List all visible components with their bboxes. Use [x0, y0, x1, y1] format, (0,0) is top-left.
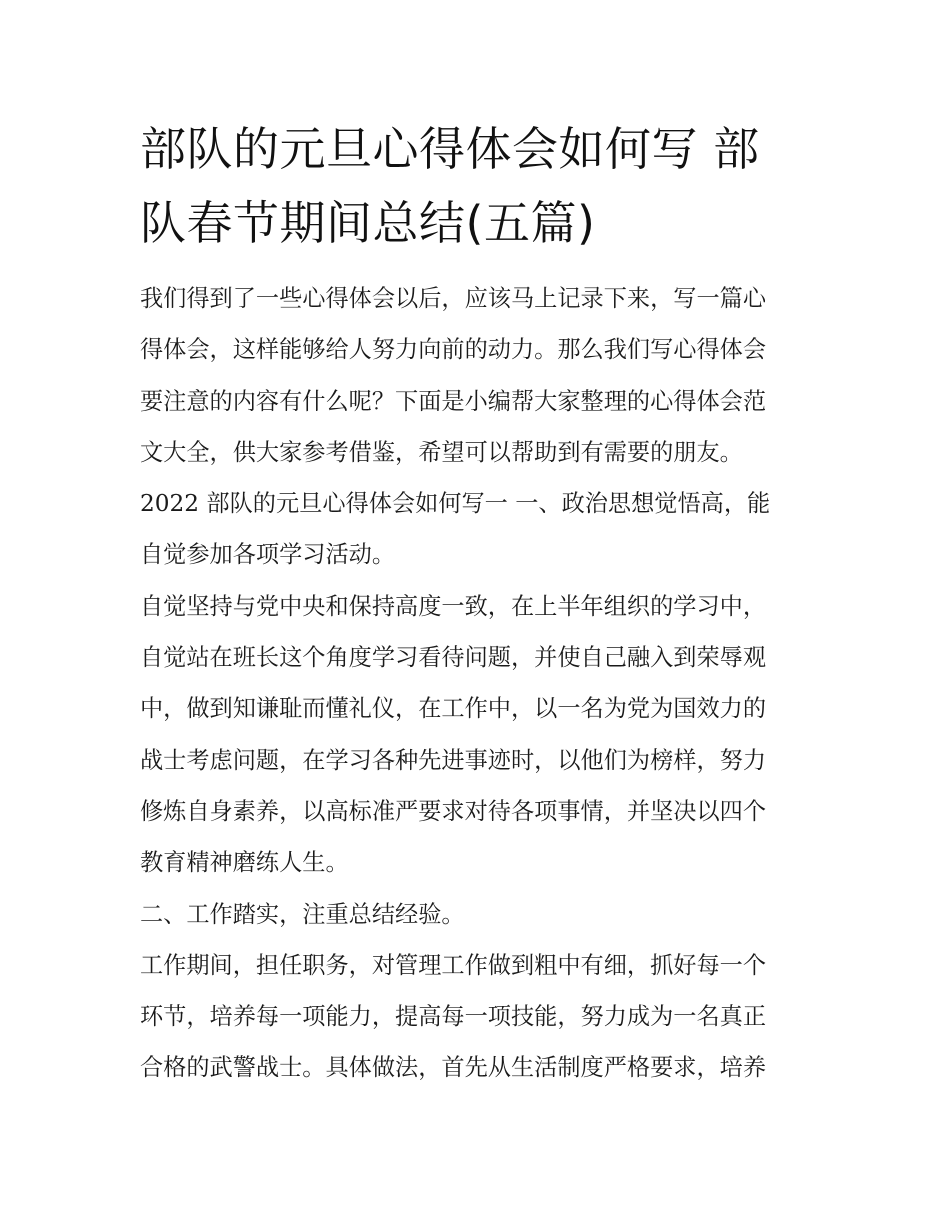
body-line-8: 自觉站在班长这个角度学习看待问题，并使自己融入到荣辱观: [140, 644, 767, 672]
title-line-2: 队春节期间总结(五篇): [140, 196, 596, 250]
document-content: [140, 112, 820, 1094]
body-line-10: 战士考虑问题，在学习各种先进事迹时，以他们为榜样，努力: [140, 746, 767, 774]
body-line-9: 中，做到知谦耻而懂礼仪，在工作中，以一名为党为国效力的: [140, 695, 767, 723]
body-line-4: 文大全，供大家参考借鉴，希望可以帮助到有需要的朋友。: [140, 438, 743, 466]
body-line-2: 得体会，这样能够给人努力向前的动力。那么我们写心得体会: [140, 336, 767, 364]
document-title: [140, 112, 820, 260]
body-line-7: 自觉坚持与党中央和保持高度一致，在上半年组织的学习中，: [140, 592, 767, 620]
body-line-11: 修炼自身素养，以高标准严要求对待各项事情，并坚决以四个: [140, 797, 767, 825]
body-line-16: 合格的武警战士。具体做法，首先从生活制度严格要求，培养: [140, 1054, 767, 1082]
body-line-6: 自觉参加各项学习活动。: [140, 541, 396, 569]
body-line-5: 2022 部队的元旦心得体会如何写一 一、政治思想觉悟高，能: [140, 490, 771, 518]
document-body: [140, 273, 820, 1094]
body-line-15: 环节，培养每一项能力，提高每一项技能，努力成为一名真正: [140, 1003, 767, 1031]
body-line-13: 二、工作踏实，注重总结经验。: [140, 900, 465, 928]
body-line-3: 要注意的内容有什么呢？下面是小编帮大家整理的心得体会范: [140, 387, 767, 415]
title-line-1: 部队的元旦心得体会如何写 部: [140, 122, 760, 176]
body-line-1: 我们得到了一些心得体会以后，应该马上记录下来，写一篇心: [140, 285, 767, 312]
body-line-14: 工作期间，担任职务，对管理工作做到粗中有细，抓好每一个: [140, 951, 767, 979]
body-line-12: 教育精神磨练人生。: [140, 849, 349, 877]
